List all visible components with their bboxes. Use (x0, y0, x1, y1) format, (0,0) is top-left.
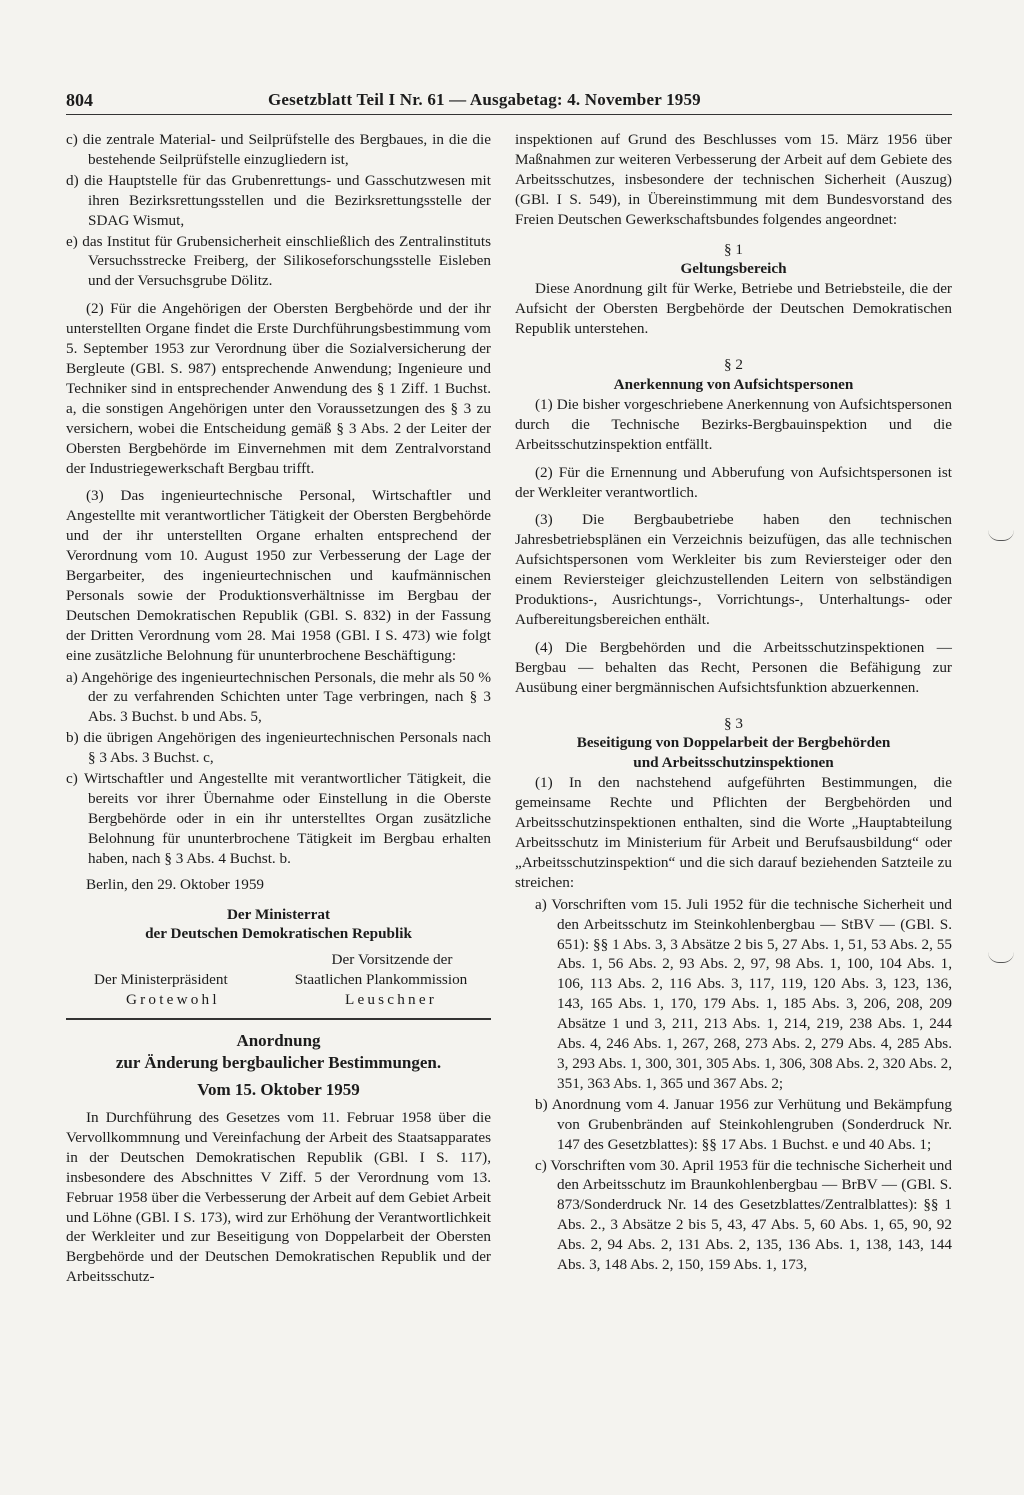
section-number: § 2 (724, 356, 743, 374)
right-column (515, 130, 952, 1276)
margin-mark (988, 952, 1014, 963)
council-name-2: der Deutschen Demokratischen Republik (145, 925, 412, 943)
council-name: Der Ministerrat (226, 905, 331, 923)
item-text: Vorschriften vom 30. April 1953 für die technische Sicherheit und den Arbeitsschutz im Braunkohlenbergbau — BrBV — (GBl. S. 873/Sonderdruck Nr. 14 des Gesetzblattes/Zentralblattes): §§ 1 Abs. 2., 3 Absätze 2 bis 5, 43, 47 Abs. 5, 60 Abs. 1, 65, 90, 92 Abs. 2, 94 Abs. 2, 131 Abs. 2, 135, 136 Abs. 1, 138, 143, 144 Abs. 3, 148 Abs. 2, 150, 159 Abs. 1, 173, (550, 1156, 952, 1274)
section-paragraph: (1) In den nachstehend aufgeführten Bestimmungen, die gemeinsame Rechte und Pflichten der Bergbehörden und Arbeitsschutzinspektionen enthalten, sind die Worte „Hauptabteilung Arbeitsschutz im Ministerium für Arbeit und Berufsausbildung“ oder „Arbeitsschutzinspektion“ und die sich darauf beziehenden Satzteile zu streichen: (515, 774, 952, 891)
item-text: Angehörige des ingenieurtechnischen Personals, die mehr als 50 % der zu verfahrenden Schichten unter Tage verbringen, nach § 3 Abs. 3 Buchst. b und Abs. 5, (81, 668, 491, 726)
signature-title: Staatlichen Plankommission (294, 971, 468, 989)
list-item (535, 895, 952, 1094)
list-item (66, 232, 491, 292)
section-divider (66, 1018, 491, 1020)
section-number: § 1 (724, 240, 743, 258)
list-item (66, 769, 491, 869)
section-text: Diese Anordnung gilt für Werke, Betriebe und Betriebsteile, die der Aufsicht der Obersten Bergbehörde der Deutschen Demokratischen Republik unterstehen. (515, 280, 952, 338)
intro-continuation: inspektionen auf Grund des Beschlusses vom 15. März 1956 über Maßnahmen zur weiteren Verbesserung der Arbeit auf dem Gebiete des Arbeitsschutzes, insbesondere der technischen Sicherheit (Auszug) (GBl. I S. 549), in Übereinstimmung mit dem Bundesvorstand des Freien Deutschen Gewerkschaftsbundes folgendes angeordnet: (515, 131, 952, 228)
list-item (66, 728, 491, 768)
list-item (66, 130, 491, 170)
item-label: e) (66, 232, 78, 250)
section-paragraph: (4) Die Bergbehörden und die Arbeitsschutzinspektionen — Bergbau — behalten das Recht, Personen die Befähigung zur Ausübung einer bergmännischen Aufsichtsfunktion abzuerkennen. (515, 638, 952, 696)
signatory-name: Grotewohl (126, 991, 220, 1009)
signature-title: Der Ministerpräsident (94, 971, 228, 989)
list-item (66, 668, 491, 728)
ordinance-date: Vom 15. Oktober 1959 (197, 1080, 360, 1100)
signature-block (66, 970, 491, 990)
margin-mark (988, 530, 1014, 541)
item-text: die Hauptstelle für das Grubenrettungs- und Gasschutzwesen mit ihren Bezirksrettungsstellen und die Bezirksrettungsstelle der SDAG Wismut, (84, 171, 491, 229)
section-paragraph: (3) Die Bergbaubetriebe haben den technischen Jahresbetriebsplänen ein Verzeichnis beizufügen, das alle technischen Aufsichtspersonen vom Werkleiter bis zum Reviersteiger oder den einem Reviersteiger gleichzustellenden Leitern von selbständigen Produktions-, Ausrichtungs-, Vorrichtungs-, Unterhaltungs- oder Aufbereitungsbereichen enthält. (515, 511, 952, 628)
item-label: b) (535, 1095, 548, 1113)
list-item (535, 1095, 952, 1155)
item-label: c) (66, 131, 78, 148)
paragraph-2: (2) Für die Angehörigen der Obersten Bergbehörde und der ihr unterstellten Organe findet die Erste Durchführungsbestimmung vom 5. September 1953 zur Verordnung über die Sozialversicherung der Bergleute (GBl. S. 987) entsprechende Anwendung; Ingenieure und Techniker sind in entsprechender Anwendung des § 1 Ziff. 1 Buchst. a, die sonstigen Angehörigen unter den Voraussetzungen des § 3 zu versichern, wobei die Entscheidung gemäß § 3 Abs. 2 der Leiter der Obersten Bergbehörde im Einvernehmen mit dem Zentralvorstand der Industriegewerkschaft Bergbau trifft. (66, 300, 491, 477)
item-label: c) (66, 770, 78, 788)
item-label: d) (66, 171, 79, 189)
list-item (66, 171, 491, 231)
item-label: a) (535, 895, 547, 913)
item-text: Anordnung vom 4. Januar 1956 zur Verhütung und Bekämpfung von Grubenbränden auf Steinkohlengruben (Sonderdruck Nr. 147 des Gesetzblattes): §§ 17 Abs. 1 Buchst. e und 40 Abs. 1; (551, 1095, 952, 1153)
item-text: das Institut für Grubensicherheit einschließlich des Zentralinstituts Versuchsstrecke Freiberg, der Silikoseforschungsstelle Eisleben und der Versuchsgrube Dölitz. (82, 232, 491, 290)
item-text: die übrigen Angehörigen des ingenieurtechnischen Personals nach § 3 Abs. 3 Buchst. c, (83, 729, 491, 767)
section-title-2: und Arbeitsschutzinspektionen (633, 754, 834, 772)
section-number: § 3 (724, 714, 743, 732)
page-header (66, 90, 952, 115)
section-paragraph: (1) Die bisher vorgeschriebene Anerkennung von Aufsichtspersonen durch die Technische Bezirks-Bergbauinspektion und die Arbeitsschutzinspektion entfällt. (515, 395, 952, 453)
signature-block (66, 950, 491, 970)
paragraph-3: (3) Das ingenieurtechnische Personal, Wirtschaftler und Angestellte mit verantwortlicher Tätigkeit der Obersten Bergbehörde und der ihr unterstellten Organe erhalten entsprechend der Verordnung vom 10. August 1950 zur Verbesserung der Lage der Bergarbeiter, des ingenieurtechnischen und kaufmännischen Personals sowie der Produktionsverhältnisse im Bergbau der Deutschen Demokratischen Republik (GBl. S. 832) in der Fassung der Dritten Verordnung vom 28. Mai 1958 (GBl. I S. 473) wie folgt eine zusätzliche Belohnung für ununterbrochene Beschäftigung: (66, 487, 491, 664)
list-item (535, 1156, 952, 1275)
page-number: 804 (66, 90, 93, 110)
ordinance-subtitle: zur Änderung bergbaulicher Bestimmungen. (115, 1053, 442, 1073)
item-label: a) (66, 668, 78, 686)
left-column (66, 130, 491, 1295)
header-title: Gesetzblatt Teil I Nr. 61 — Ausgabetag: 4. November 1959 (268, 90, 701, 109)
section-title: Geltungsbereich (680, 260, 787, 278)
ordinance-intro: In Durchführung des Gesetzes vom 11. Februar 1958 über die Vervollkommnung und Vereinfachung der Arbeit des Staatsapparates in der Deutschen Demokratischen Republik (GBl. I S. 117), insbesondere des Abschnittes V Ziff. 5 der Verordnung vom 13. Februar 1958 über die Verbesserung der Arbeit auf dem Gebiet Arbeit und Löhne (GBl. I S. 173), wird zur Erhöhung der Verantwortlichkeit der Werkleiter und zur Beseitigung von Doppelarbeit der Obersten Bergbehörde und der Deutschen Demokratischen Republik und der Arbeitsschutz- (66, 1108, 491, 1286)
item-label: b) (66, 729, 79, 747)
section-title: Anerkennung von Aufsichtspersonen (613, 375, 854, 393)
signature-title: Der Vorsitzende der (331, 951, 453, 969)
section-title: Beseitigung von Doppelarbeit der Bergbehörden (576, 734, 891, 752)
section-paragraph: (2) Für die Ernennung und Abberufung von Aufsichtspersonen ist der Werkleiter verantwortlich. (515, 463, 952, 501)
signatory-name: Leuschner (344, 991, 438, 1009)
ordinance-title: Anordnung (236, 1031, 321, 1051)
item-text: die zentrale Material- und Seilprüfstelle des Bergbaues, in die die bestehende Seilprüfstelle einzugliedern ist, (82, 131, 491, 168)
item-text: Vorschriften vom 15. Juli 1952 für die technische Sicherheit und den Arbeitsschutz im Steinkohlenbergbau — StBV — (GBl. S. 651): §§ 1 Abs. 3, 3 Absätze 2 bis 5, 27 Abs. 1, 51, 53 Abs. 2, 55 Abs. 1, 56 Abs. 2, 93 Abs. 2, 97, 98 Abs. 1, 100, 104 Abs. 1, 106, 113 Abs. 2, 116 Abs. 3, 117, 119, 120 Abs. 3, 123, 136, 143, 165 Abs. 1, 170, 179 Abs. 1, 185 Abs. 3, 206, 208, 209 Absätze 1 und 3, 211, 213 Abs. 1, 214, 219, 238 Abs. 1, 244 Abs. 4, 246 Abs. 1, 267, 268, 273 Abs. 2, 279 Abs. 4, 285 Abs. 3, 293 Abs. 1, 300, 301, 305 Abs. 1, 306, 308 Abs. 2, 320 Abs. 2, 351, 363 Abs. 1, 365 und 367 Abs. 2; (551, 895, 952, 1092)
signature-names (66, 990, 491, 1010)
date-line: Berlin, den 29. Oktober 1959 (86, 875, 265, 893)
item-text: Wirtschaftler und Angestellte mit verantwortlicher Tätigkeit, die bereits vor ihrer Übernahme oder Einstellung in die Oberste Bergbehörde oder in ein ihr unterstelltes Organ zusätzliche Belohnung für ununterbrochene Tätigkeit im Bergbau erhalten haben, nach § 3 Abs. 4 Buchst. b. (84, 770, 491, 867)
item-label: c) (535, 1156, 547, 1174)
